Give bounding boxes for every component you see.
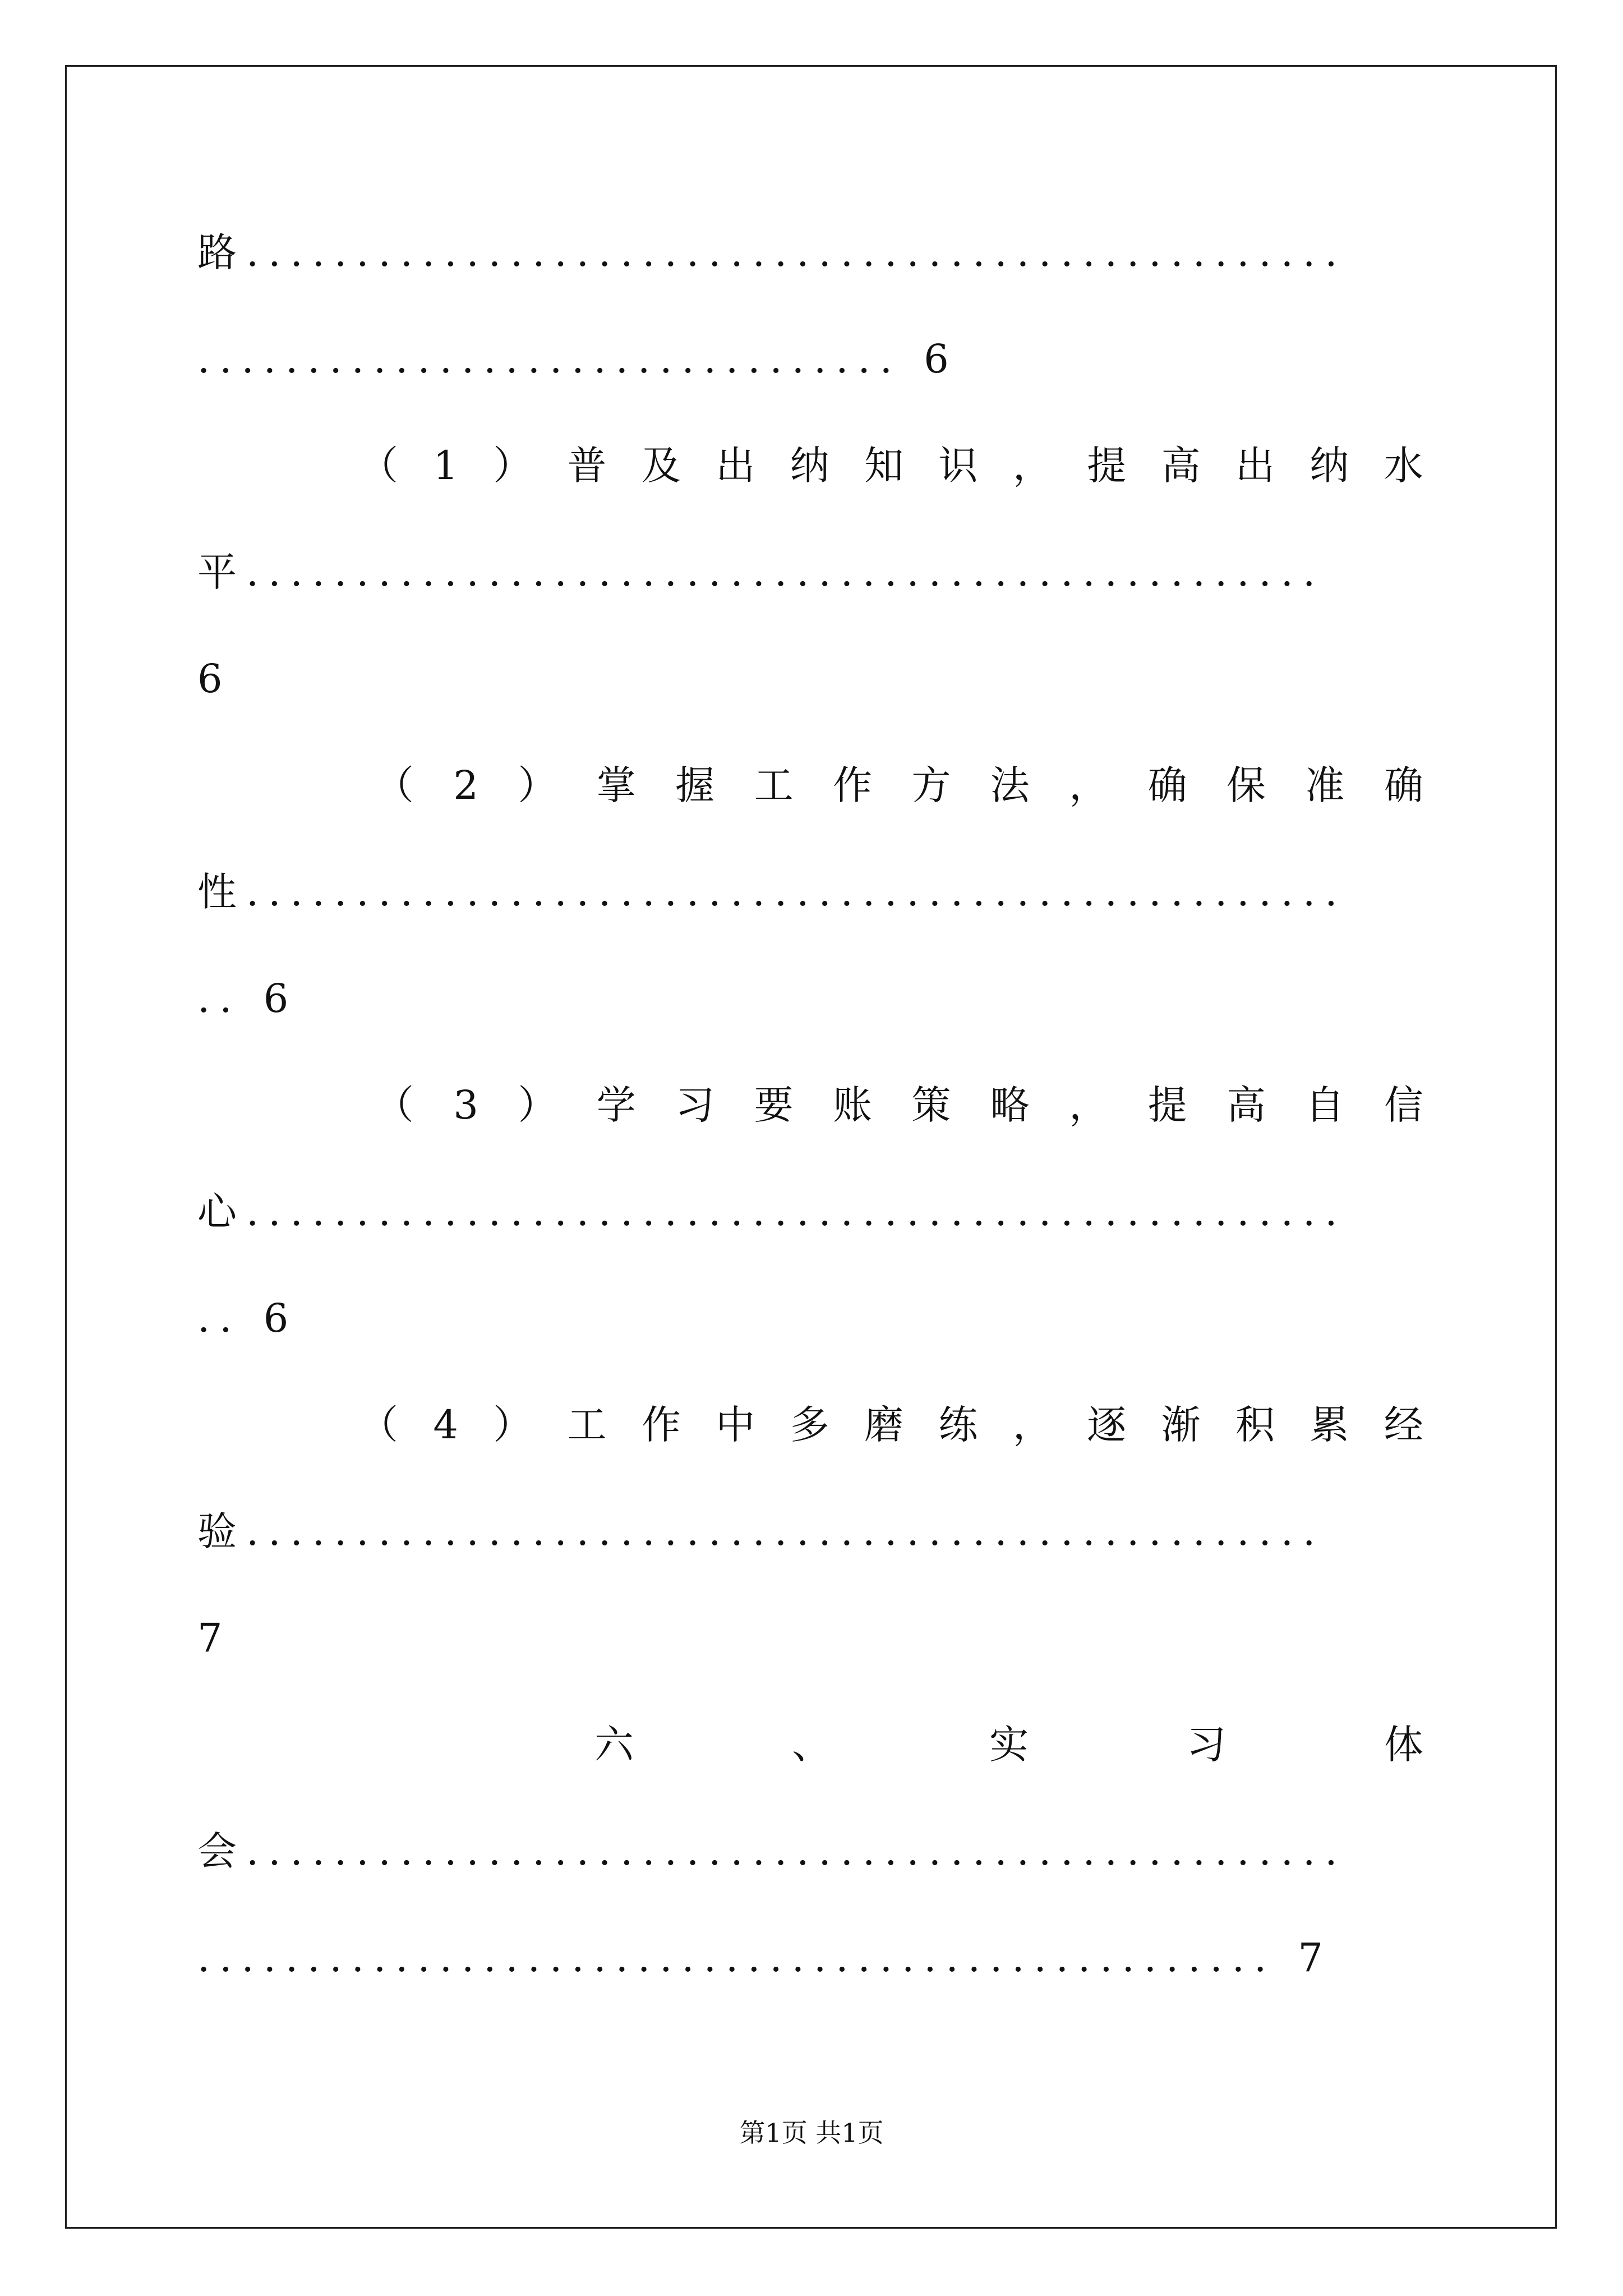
heading-char: 工 (567, 1402, 607, 1448)
heading-char: 练 (938, 1402, 978, 1448)
toc-entry-page-number: ................................................. 7 (197, 1935, 1333, 1981)
heading-char: 略 (990, 1082, 1030, 1128)
heading-char: 要 (754, 1082, 794, 1128)
heading-char: 识 (938, 443, 978, 489)
heading-char: 高 (1161, 443, 1201, 489)
heading-char: 积 (1235, 1402, 1275, 1448)
heading-char: 知 (864, 443, 904, 489)
heading-char: 六 (594, 1722, 634, 1768)
heading-char: 保 (1227, 762, 1266, 808)
heading-char: 掌 (596, 762, 636, 808)
heading-char: 中 (716, 1402, 755, 1448)
heading-char: 2 (453, 762, 478, 808)
heading-char: 确 (1384, 762, 1423, 808)
heading-char: 体 (1384, 1722, 1423, 1768)
heading-char: ） (493, 1402, 533, 1448)
toc-entry-leader: 平................................................. (197, 549, 1325, 595)
toc-entry-page-number: 7 (197, 1615, 223, 1661)
heading-char: 、 (792, 1722, 831, 1768)
heading-char: （ (359, 443, 398, 489)
heading-char: 作 (642, 1402, 681, 1448)
toc-entry-leader: 验................................................. (197, 1508, 1325, 1554)
heading-char: 磨 (864, 1402, 904, 1448)
heading-char: 纳 (1310, 443, 1349, 489)
heading-char: 提 (1087, 443, 1127, 489)
heading-char: 自 (1305, 1082, 1345, 1128)
toc-heading-4 (359, 1397, 1423, 1453)
heading-char: （ (375, 762, 414, 808)
heading-char: 提 (1147, 1082, 1187, 1128)
heading-char: 多 (790, 1402, 829, 1448)
heading-char: （ (375, 1082, 414, 1128)
page-footer: 第1页 共1页 (739, 2118, 884, 2148)
heading-char: 1 (433, 443, 458, 489)
heading-char: 4 (433, 1402, 458, 1448)
heading-char: ， (1012, 443, 1052, 489)
heading-char: 出 (1235, 443, 1275, 489)
toc-entry-leader: 会.................................................. (197, 1828, 1347, 1874)
heading-char: 累 (1310, 1402, 1349, 1448)
toc-heading-5 (594, 1717, 1423, 1773)
heading-char: ） (493, 443, 533, 489)
heading-char: 信 (1384, 1082, 1423, 1128)
heading-char: 准 (1305, 762, 1345, 808)
heading-char: 学 (596, 1082, 636, 1128)
toc-entry-leader: 性.................................................. (197, 869, 1347, 915)
heading-char: （ (359, 1402, 398, 1448)
heading-char: 确 (1147, 762, 1187, 808)
heading-char: ） (518, 1082, 557, 1128)
heading-char: 工 (754, 762, 794, 808)
heading-char: 经 (1384, 1402, 1423, 1448)
toc-heading-2 (375, 757, 1423, 813)
page-frame (65, 65, 1557, 2229)
heading-char: 水 (1384, 443, 1423, 489)
heading-char: 作 (832, 762, 872, 808)
toc-entry-page-number: .. 6 (197, 1295, 298, 1341)
heading-char: 方 (911, 762, 951, 808)
heading-char: 渐 (1161, 1402, 1201, 1448)
toc-heading-1 (359, 438, 1423, 494)
heading-char: 普 (567, 443, 607, 489)
heading-char: 策 (911, 1082, 951, 1128)
heading-char: 纳 (790, 443, 829, 489)
toc-heading-3 (375, 1077, 1423, 1133)
toc-entry-page-line: ................................ 6 (197, 336, 958, 382)
heading-char: 习 (675, 1082, 715, 1128)
toc-entry-continuation: 路.................................................. (197, 229, 1347, 275)
toc-entry-leader: 心.................................................. (197, 1189, 1347, 1235)
heading-char: ， (1069, 1082, 1109, 1128)
heading-char: 出 (716, 443, 755, 489)
heading-char: 实 (989, 1722, 1029, 1768)
heading-char: 高 (1227, 1082, 1266, 1128)
heading-char: 法 (990, 762, 1030, 808)
heading-char: 账 (832, 1082, 872, 1128)
toc-entry-page-number: .. 6 (197, 976, 298, 1022)
heading-char: 习 (1187, 1722, 1226, 1768)
heading-char: ） (518, 762, 557, 808)
toc-entry-page-number: 6 (197, 656, 223, 702)
heading-char: ， (1069, 762, 1109, 808)
heading-char: 逐 (1087, 1402, 1127, 1448)
heading-char: 3 (453, 1082, 478, 1128)
heading-char: 握 (675, 762, 715, 808)
heading-char: ， (1012, 1402, 1052, 1448)
heading-char: 及 (642, 443, 681, 489)
